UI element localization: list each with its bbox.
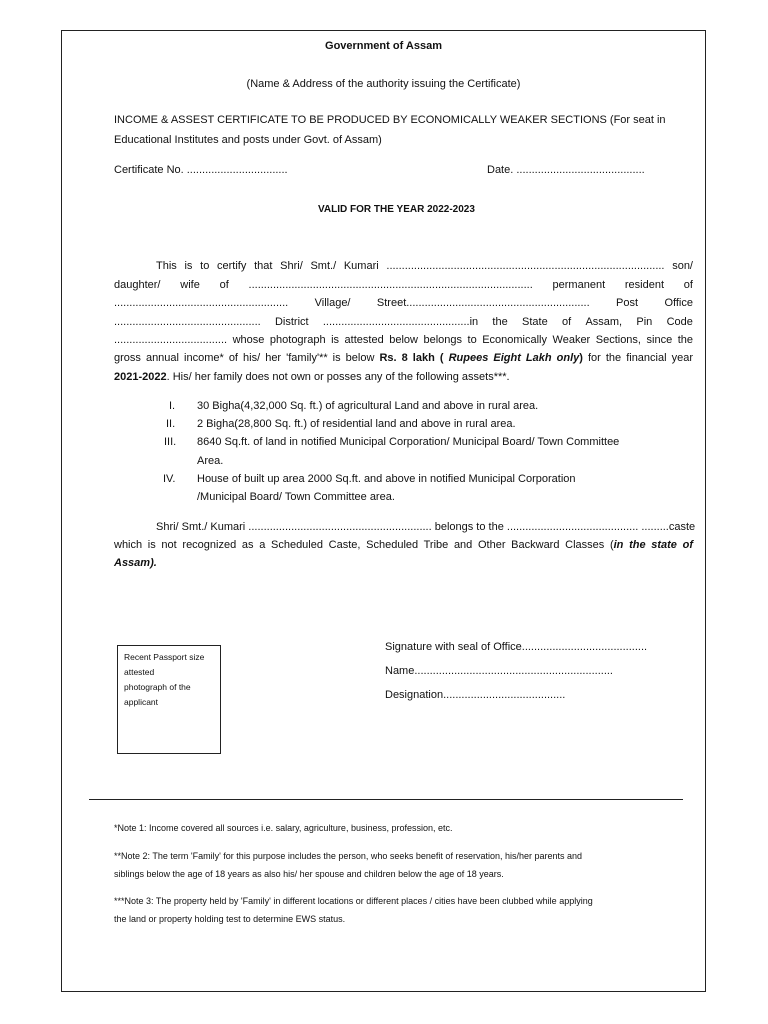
note-text: the land or property holding test to determine EWS status. bbox=[114, 914, 346, 924]
body-text: Street............................................................ bbox=[376, 297, 590, 309]
body-text: of bbox=[561, 316, 572, 328]
designation-field: Designation........................................ bbox=[385, 689, 566, 701]
intro-line-2: Educational Institutes and posts under Govt. of Assam) bbox=[114, 134, 382, 146]
body-text: of bbox=[683, 279, 693, 291]
photo-box-text: applicant bbox=[124, 697, 159, 707]
body-text: ............................................................................................. bbox=[248, 279, 533, 291]
notes-divider bbox=[89, 799, 683, 800]
note-1 bbox=[114, 819, 694, 837]
photo-box-text: Recent Passport size bbox=[124, 652, 205, 662]
body-line-5: ..................................... whose photograph is attested below belongs to Economically Weaker Sections, since the bbox=[114, 334, 693, 346]
body-line-6 bbox=[114, 352, 693, 364]
page-title: Government of Assam bbox=[325, 40, 442, 52]
body-text: of bbox=[219, 279, 229, 291]
asset-text-cont: Area. bbox=[197, 455, 224, 467]
asset-number: II. bbox=[166, 418, 176, 430]
body-line-7 bbox=[114, 371, 510, 383]
photo-box-text: photograph of the bbox=[124, 682, 191, 692]
body-text: Post bbox=[616, 297, 639, 309]
caste-line-1: Shri/ Smt./ Kumari ............................................................ belongs to the ........................................... .........caste bbox=[156, 521, 696, 533]
date-field: Date. .......................................... bbox=[487, 164, 645, 176]
financial-year: 2021-2022 bbox=[114, 371, 167, 383]
body-line-1: This is to certify that Shri/ Smt./ Kumari ........................................................................................... son/ bbox=[156, 260, 693, 272]
body-text: Village/ bbox=[314, 297, 351, 309]
state-emphasis: in the state of bbox=[613, 539, 693, 551]
body-text: ................................................ bbox=[114, 316, 261, 328]
body-text: Office bbox=[664, 297, 693, 309]
intro-line-1: INCOME & ASSEST CERTIFICATE TO BE PRODUCED BY ECONOMICALLY WEAKER SECTIONS (For seat in bbox=[114, 114, 666, 126]
body-line-2 bbox=[114, 279, 693, 291]
asset-text-cont: /Municipal Board/ Town Committee area. bbox=[197, 491, 395, 503]
validity-heading: VALID FOR THE YEAR 2022-2023 bbox=[318, 204, 475, 215]
name-field: Name................................................................. bbox=[385, 665, 613, 677]
passport-photo-box bbox=[117, 645, 221, 754]
body-text: the bbox=[492, 316, 508, 328]
body-text: wife bbox=[180, 279, 200, 291]
asset-number: I. bbox=[169, 400, 176, 412]
body-line-3 bbox=[114, 297, 693, 309]
body-text: which is not recognized as a Scheduled Caste, Scheduled Tribe and Other Backward Classes ( bbox=[114, 539, 614, 551]
note-text: *Note 1: Income covered all sources i.e. salary, agriculture, business, profession, etc. bbox=[114, 823, 453, 833]
note-text: siblings below the age of 18 years as also his/ her spouse and children below the age of 18 years. bbox=[114, 869, 504, 879]
body-text: Code bbox=[666, 316, 693, 328]
body-text: ......................................................... bbox=[114, 297, 289, 309]
body-text: Assam, bbox=[585, 316, 623, 328]
body-text: gross annual income* of his/ her 'family'** is below bbox=[114, 352, 380, 364]
caste-line-2 bbox=[114, 539, 693, 551]
body-text: permanent bbox=[552, 279, 606, 291]
asset-number: III. bbox=[164, 436, 177, 448]
body-text: District bbox=[274, 316, 309, 328]
signature-field: Signature with seal of Office......................................... bbox=[385, 641, 648, 653]
body-text: for the financial year bbox=[582, 352, 693, 364]
body-text: State bbox=[522, 316, 548, 328]
note-text: ***Note 3: The property held by 'Family' in different locations or different places / cities have been clubbed while applying bbox=[114, 896, 593, 906]
authority-caption: (Name & Address of the authority issuing the Certificate) bbox=[246, 78, 521, 90]
certificate-number-field: Certificate No. ................................. bbox=[114, 164, 288, 176]
income-limit-close: ) bbox=[579, 352, 583, 364]
note-3 bbox=[114, 892, 694, 928]
income-limit-words: Rupees Eight Lakh only bbox=[443, 352, 580, 364]
photo-box-text: attested bbox=[124, 667, 155, 677]
body-text: ................................................in bbox=[322, 316, 479, 328]
body-line-4 bbox=[114, 316, 693, 328]
asset-text: House of built up area 2000 Sq.ft. and above in notified Municipal Corporation bbox=[197, 473, 576, 485]
asset-text: 30 Bigha(4,32,000 Sq. ft.) of agricultural Land and above in rural area. bbox=[197, 400, 539, 412]
note-2 bbox=[114, 847, 694, 883]
body-text: . His/ her family does not own or posses any of the following assets***. bbox=[166, 371, 510, 383]
asset-text: 2 Bigha(28,800 Sq. ft.) of residential land and above in rural area. bbox=[197, 418, 516, 430]
asset-text: 8640 Sq.ft. of land in notified Municipal Corporation/ Municipal Board/ Town Committee bbox=[197, 436, 620, 448]
caste-line-3: Assam). bbox=[114, 557, 157, 569]
body-text: daughter/ bbox=[114, 279, 161, 291]
note-text: **Note 2: The term 'Family' for this purpose includes the person, who seeks benefit of reservation, his/her parents and bbox=[114, 851, 583, 861]
body-text: Pin bbox=[636, 316, 653, 328]
income-limit: Rs. 8 lakh ( bbox=[379, 352, 444, 364]
asset-number: IV. bbox=[163, 473, 176, 485]
body-text: resident bbox=[624, 279, 665, 291]
